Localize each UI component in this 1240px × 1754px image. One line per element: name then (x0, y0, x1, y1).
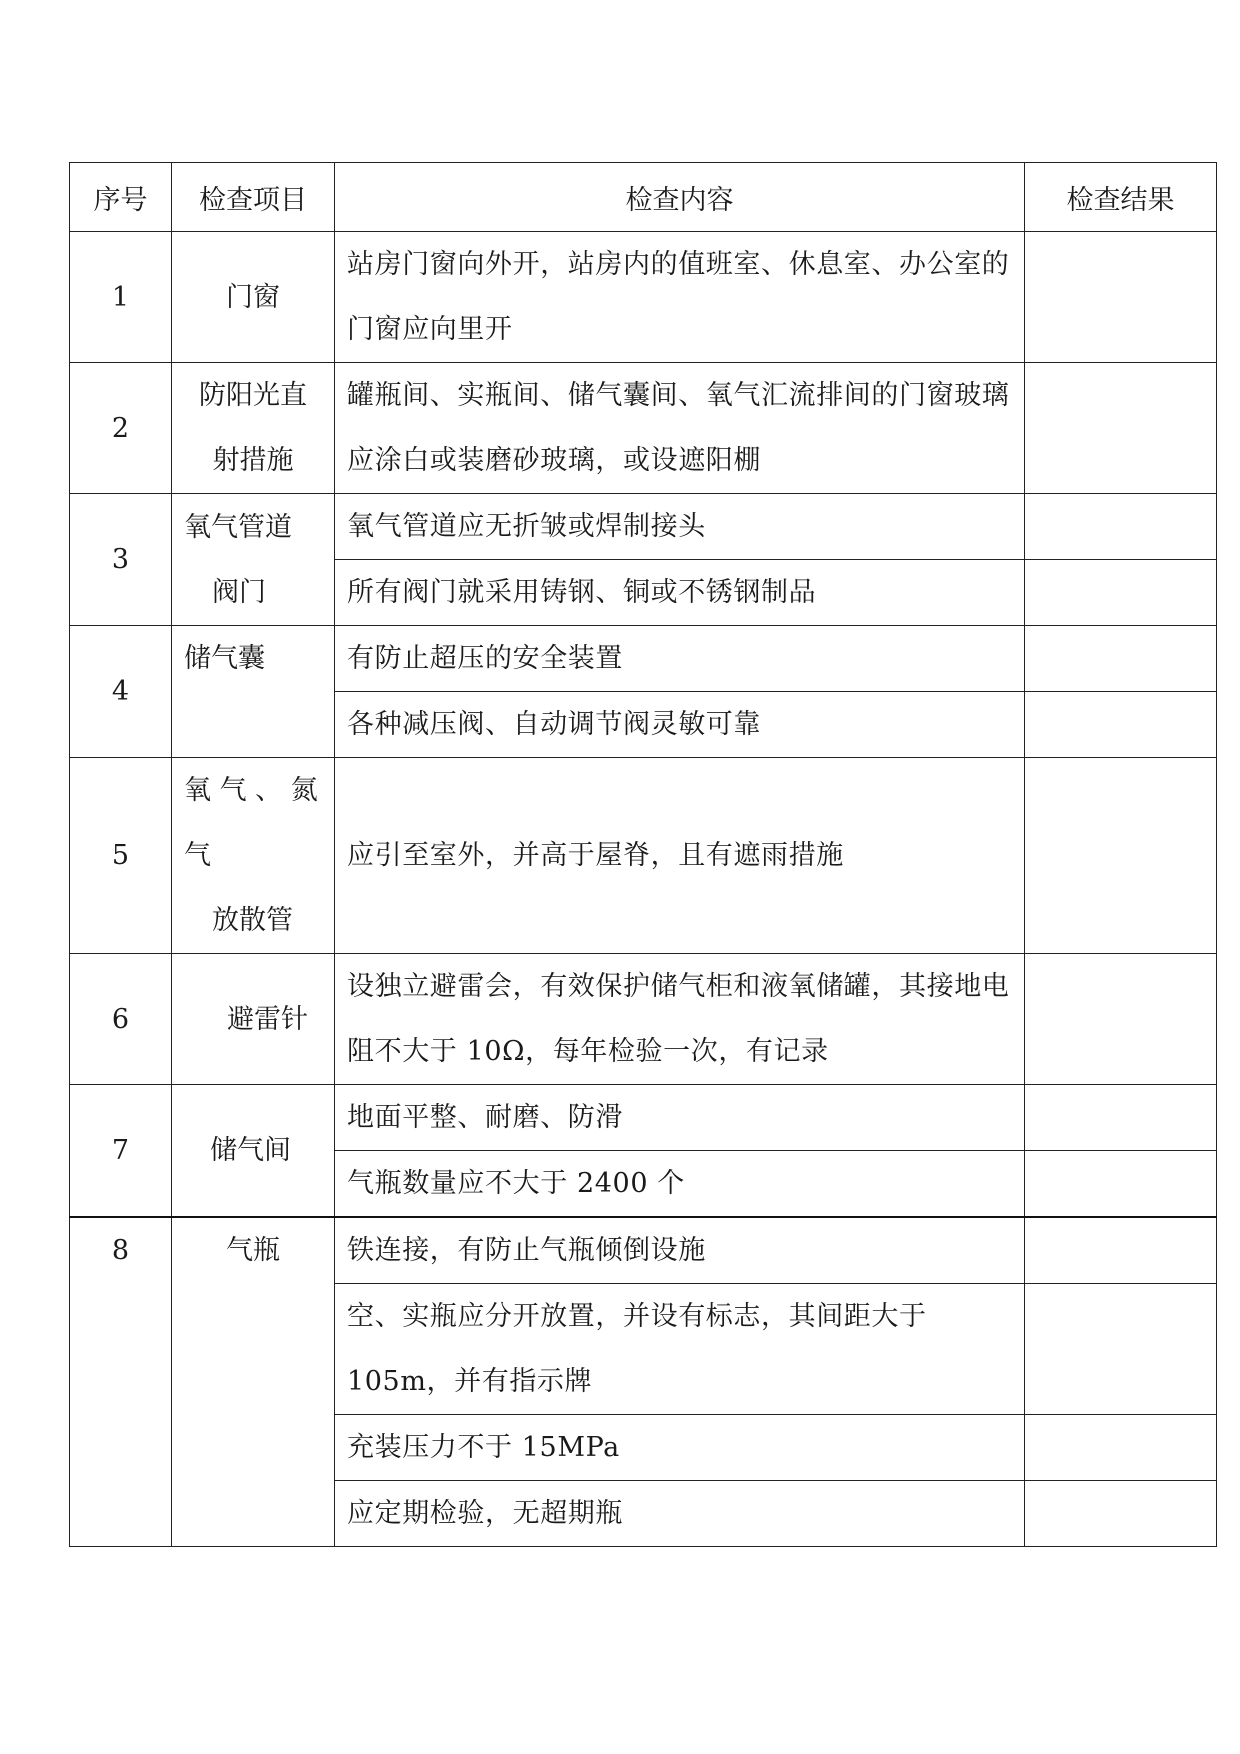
check-content: 所有阀门就采用铸钢、铜或不锈钢制品 (335, 560, 1025, 626)
check-content: 应引至室外，并高于屋脊，且有遮雨措施 (335, 758, 1025, 954)
header-row (70, 163, 1217, 232)
result-cell[interactable] (1025, 363, 1217, 494)
table-row (70, 758, 1217, 954)
check-item-line: 防阳光直 (199, 380, 307, 411)
result-cell[interactable] (1025, 1217, 1217, 1284)
check-content: 空、实瓶应分开放置，并设有标志，其间距大于 105m，并有指示牌 (335, 1284, 1025, 1415)
row-number: 3 (70, 494, 172, 626)
check-item (172, 494, 335, 626)
check-content: 铁连接，有防止气瓶倾倒设施 (335, 1217, 1025, 1284)
table-row (70, 1217, 1217, 1284)
result-cell[interactable] (1025, 758, 1217, 954)
result-cell[interactable] (1025, 626, 1217, 692)
check-content: 设独立避雷会，有效保护储气柜和液氧储罐，其接地电阻不大于 10Ω，每年检验一次，有记录 (335, 954, 1025, 1085)
check-item (172, 626, 335, 758)
check-content: 罐瓶间、实瓶间、储气囊间、氧气汇流排间的门窗玻璃应涂白或装磨砂玻璃，或设遮阳棚 (335, 363, 1025, 494)
check-content: 充装压力不于 15MPa (335, 1415, 1025, 1481)
row-number: 1 (70, 232, 172, 363)
header-item: 检查项目 (172, 163, 335, 232)
result-cell[interactable] (1025, 1284, 1217, 1415)
check-item-line: 阀门 (212, 576, 266, 608)
check-item (172, 232, 335, 363)
result-cell[interactable] (1025, 1481, 1217, 1547)
row-number: 5 (70, 758, 172, 954)
check-item (172, 363, 335, 494)
row-number: 6 (70, 954, 172, 1085)
table-row (70, 363, 1217, 494)
check-item-line: 储气间 (210, 1135, 291, 1166)
check-item (172, 1085, 335, 1218)
check-content: 氧气管道应无折皱或焊制接头 (335, 494, 1025, 560)
table-row (70, 1085, 1217, 1151)
result-cell[interactable] (1025, 560, 1217, 626)
row-number-text: 8 (111, 1235, 130, 1266)
row-number: 2 (70, 363, 172, 494)
check-item-line: 储气囊 (184, 643, 265, 674)
inspection-sheet (69, 162, 1217, 1547)
check-item (172, 954, 335, 1085)
check-item-line: 氧 气 、 氮 (184, 775, 318, 806)
check-item-line: 射措施 (212, 445, 294, 476)
table-row (70, 232, 1217, 363)
table-row (70, 626, 1217, 692)
check-item-line: 氧气管道 (184, 511, 292, 543)
row-number: 4 (70, 626, 172, 758)
row-number: 7 (70, 1085, 172, 1218)
result-cell[interactable] (1025, 954, 1217, 1085)
check-item-line: 放散管 (212, 905, 293, 936)
check-content: 站房门窗向外开，站房内的值班室、休息室、办公室的门窗应向里开 (335, 232, 1025, 363)
result-cell[interactable] (1025, 1085, 1217, 1151)
check-item-line: 气 (184, 840, 211, 871)
check-content: 地面平整、耐磨、防滑 (335, 1085, 1025, 1151)
result-cell[interactable] (1025, 232, 1217, 363)
check-content: 应定期检验，无超期瓶 (335, 1481, 1025, 1547)
result-cell[interactable] (1025, 692, 1217, 758)
check-content: 各种减压阀、自动调节阀灵敏可靠 (335, 692, 1025, 758)
table-row (70, 494, 1217, 560)
check-content: 气瓶数量应不大于 2400 个 (335, 1151, 1025, 1218)
header-content: 检查内容 (335, 163, 1025, 232)
result-cell[interactable] (1025, 494, 1217, 560)
check-item (172, 1217, 335, 1547)
header-no: 序号 (70, 163, 172, 232)
check-item-line: 避雷针 (227, 1003, 308, 1035)
header-result: 检查结果 (1025, 163, 1217, 232)
row-number (70, 1217, 172, 1547)
check-item-line: 气瓶 (226, 1235, 280, 1266)
inspection-table (69, 162, 1217, 1547)
check-item-line: 门窗 (226, 281, 280, 313)
result-cell[interactable] (1025, 1415, 1217, 1481)
check-content: 有防止超压的安全装置 (335, 626, 1025, 692)
table-row (70, 954, 1217, 1085)
result-cell[interactable] (1025, 1151, 1217, 1218)
check-item (172, 758, 335, 954)
